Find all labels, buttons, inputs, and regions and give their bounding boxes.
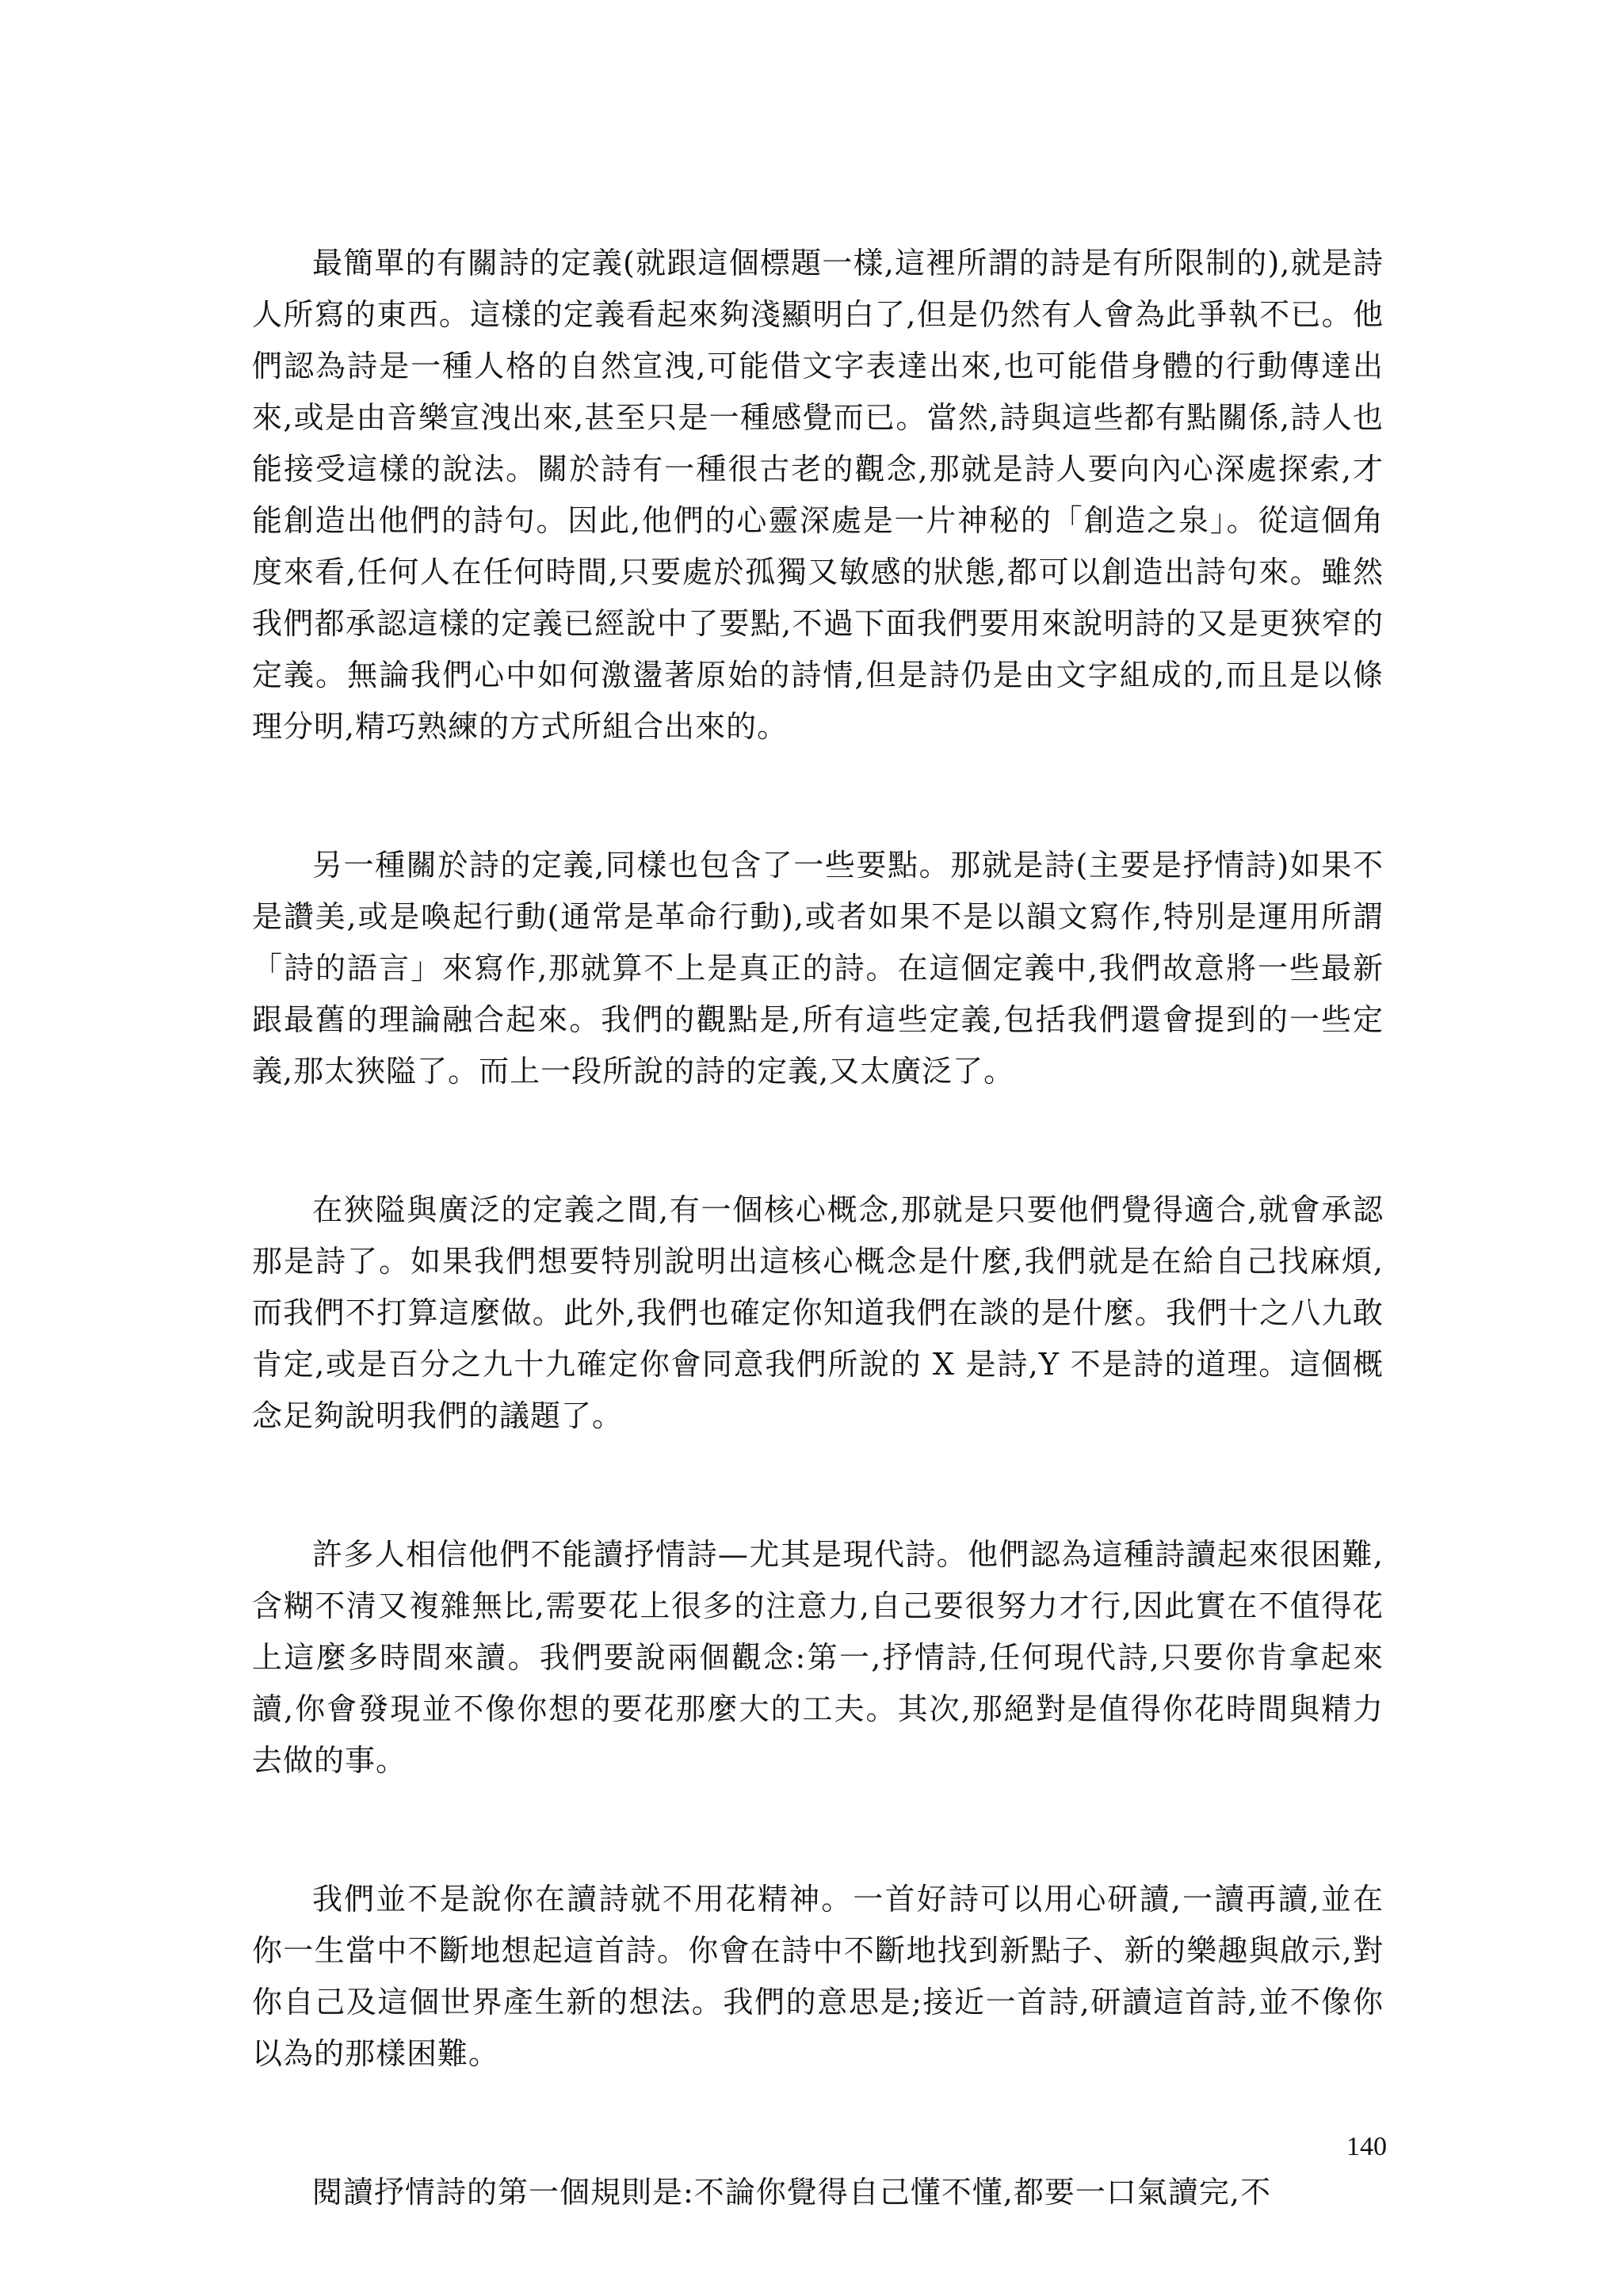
page-number: 140 [1346, 2132, 1387, 2161]
paragraph-6: 閱讀抒情詩的第一個規則是:不論你覺得自己懂不懂,都要一口氣讀完,不 [312, 2175, 1271, 2210]
body-text [252, 238, 1384, 2218]
paragraph-3: 在狹隘與廣泛的定義之間,有一個核心概念,那就是只要他們覺得適合,就會承認那是詩了。如果我們想要特別說明出這核心概念是什麼,我們就是在給自己找麻煩,而我們不打算這麼做。此外,我們也確定你知道我們在談的是什麼。我們十之八九敢肯定,或是百分之九十九確定你會同意我們所說的 X 是詩,Y 不是詩的道理。這個概念足夠說明我們的議題了。 [252, 1192, 1384, 1433]
paragraph-4: 許多人相信他們不能讀抒情詩—尤其是現代詩。他們認為這種詩讀起來很困難,含糊不清又複雜無比,需要花上很多的注意力,自己要很努力才行,因此實在不值得花上這麼多時間來讀。我們要說兩個觀念:第一,抒情詩,任何現代詩,只要你肯拿起來讀,你會發現並不像你想的要花那麼大的工夫。其次,那絕對是值得你花時間與精力去做的事。 [252, 1537, 1384, 1778]
paragraph-5: 我們並不是說你在讀詩就不用花精神。一首好詩可以用心研讀,一讀再讀,並在你一生當中不斷地想起這首詩。你會在詩中不斷地找到新點子、新的樂趣與啟示,對你自己及這個世界產生新的想法。我們的意思是;接近一首詩,研讀這首詩,並不像你以為的那樣困難。 [252, 1882, 1384, 2071]
paragraph-2: 另一種關於詩的定義,同樣也包含了一些要點。那就是詩(主要是抒情詩)如果不是讚美,或是喚起行動(通常是革命行動),或者如果不是以韻文寫作,特別是運用所謂「詩的語言」來寫作,那就算不上是真正的詩。在這個定義中,我們故意將一些最新跟最舊的理論融合起來。我們的觀點是,所有這些定義,包括我們還會提到的一些定義,那太狹隘了。而上一段所說的詩的定義,又太廣泛了。 [252, 848, 1384, 1089]
paragraph-1: 最簡單的有關詩的定義(就跟這個標題一樣,這裡所謂的詩是有所限制的),就是詩人所寫的東西。這樣的定義看起來夠淺顯明白了,但是仍然有人會為此爭執不已。他們認為詩是一種人格的自然宣洩,可能借文字表達出來,也可能借身體的行動傳達出來,或是由音樂宣洩出來,甚至只是一種感覺而已。當然,詩與這些都有點關係,詩人也能接受這樣的說法。關於詩有一種很古老的觀念,那就是詩人要向內心深處探索,才能創造出他們的詩句。因此,他們的心靈深處是一片神秘的「創造之泉」。從這個角度來看,任何人在任何時間,只要處於孤獨又敏感的狀態,都可以創造出詩句來。雖然我們都承認這樣的定義已經說中了要點,不過下面我們要用來說明詩的又是更狹窄的定義。無論我們心中如何激盪著原始的詩情,但是詩仍是由文字組成的,而且是以條理分明,精巧熟練的方式所組合出來的。 [252, 246, 1384, 744]
